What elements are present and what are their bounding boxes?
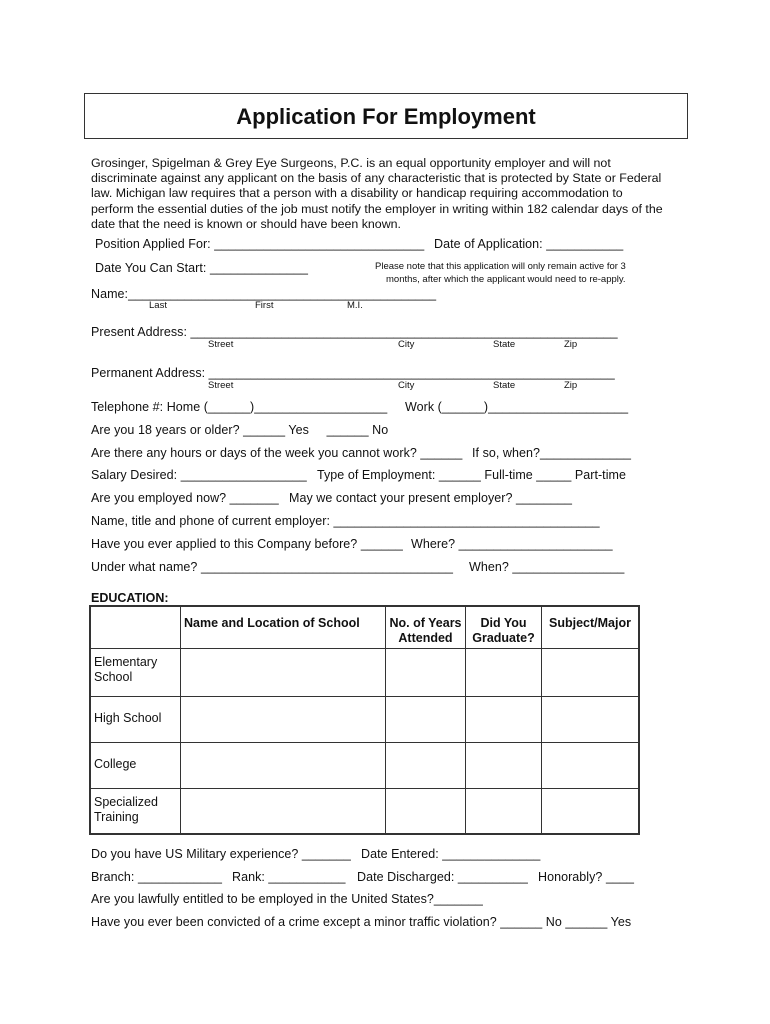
under-name-field[interactable]: Under what name? ____________________________________: [91, 560, 454, 574]
row-label-text: Elementary School: [94, 654, 158, 684]
table-row: [90, 788, 639, 834]
lawfully-field[interactable]: Are you lawfully entitled to be employed in the United States?_______: [91, 892, 483, 906]
date-of-application-field[interactable]: Date of Application: ___________: [434, 237, 624, 251]
row-label-text: High School: [94, 710, 162, 725]
row-label: [90, 648, 181, 696]
date-entered-field[interactable]: Date Entered: ______________: [361, 847, 541, 861]
graduate-cell[interactable]: [466, 696, 542, 742]
address-sub-city: City: [398, 339, 415, 350]
date-can-start-field[interactable]: Date You Can Start: ______________: [95, 261, 308, 275]
subject-cell[interactable]: [542, 648, 640, 696]
telephone-home-field[interactable]: Telephone #: Home (______)___________________: [91, 400, 388, 414]
if-so-when-field[interactable]: If so, when?_____________: [472, 446, 632, 460]
school-cell[interactable]: [181, 742, 386, 788]
retention-note: Please note that this application will only remain active for 3: [375, 261, 626, 272]
graduate-cell[interactable]: [466, 788, 542, 834]
header-cell: [181, 606, 386, 648]
row-label: [90, 742, 181, 788]
position-applied-field[interactable]: Position Applied For: ______________________________: [95, 237, 425, 251]
header-label-graduate: Did You Graduate?: [472, 616, 535, 645]
name-field[interactable]: Name:____________________________________________: [91, 287, 437, 301]
school-cell[interactable]: [181, 648, 386, 696]
current-employer-field[interactable]: Name, title and phone of current employer: ______________________________________: [91, 514, 600, 528]
table-row: [90, 742, 639, 788]
subject-cell[interactable]: [542, 696, 640, 742]
when-field[interactable]: When? ________________: [469, 560, 625, 574]
address-sub-street: Street: [208, 380, 234, 391]
row-label: [90, 696, 181, 742]
intro-paragraph: [91, 156, 681, 232]
years-cell[interactable]: [386, 696, 466, 742]
permanent-address-field[interactable]: Permanent Address: __________________________________________________________: [91, 366, 615, 380]
date-discharged-field[interactable]: Date Discharged: __________: [357, 870, 528, 884]
name-sub-last: Last: [149, 300, 167, 311]
applied-before-field[interactable]: Have you ever applied to this Company before? ______: [91, 537, 403, 551]
intro-line: Grosinger, Spigelman & Grey Eye Surgeons, P.C. is an equal opportunity employer and will not: [91, 156, 611, 170]
rank-field[interactable]: Rank: ___________: [232, 870, 346, 884]
table-row: [90, 648, 639, 696]
honorably-field[interactable]: Honorably? ____: [538, 870, 634, 884]
header-label-subject: Subject/Major: [549, 616, 631, 630]
header-label-school: Name and Location of School: [184, 616, 360, 630]
present-address-field[interactable]: Present Address: _____________________________________________________________: [91, 325, 618, 339]
intro-line: discriminate against any applicant on the basis of any characteristic that is protected by State or Federal: [91, 171, 662, 186]
subject-cell[interactable]: [542, 742, 640, 788]
contact-employer-field[interactable]: May we contact your present employer? ________: [289, 491, 573, 505]
graduate-cell[interactable]: [466, 648, 542, 696]
education-header-row: [90, 606, 639, 648]
intro-line: date that the need is known or should have been known.: [91, 216, 401, 231]
years-cell[interactable]: [386, 742, 466, 788]
intro-line: law. Michigan law requires that a person with a disability or handicap requiring accommodation to: [91, 186, 623, 201]
table-row: [90, 696, 639, 742]
intro-line: perform the essential duties of the job must notify the employer in writing within 182 calendar days of the: [91, 201, 663, 216]
name-sub-first: First: [255, 300, 274, 311]
age-question[interactable]: Are you 18 years or older? ______ Yes ______ No: [91, 423, 389, 437]
header-cell: [466, 606, 542, 648]
employed-now-field[interactable]: Are you employed now? _______: [91, 491, 279, 505]
row-label-text: College: [94, 756, 137, 771]
hours-question[interactable]: Are there any hours or days of the week you cannot work? ______: [91, 446, 463, 460]
retention-note: months, after which the applicant would need to re-apply.: [386, 274, 626, 285]
address-sub-street: Street: [208, 339, 234, 350]
address-sub-zip: Zip: [564, 380, 578, 391]
header-label-years: No. of Years Attended: [389, 616, 462, 645]
school-cell[interactable]: [181, 788, 386, 834]
page-title: Application For Employment: [236, 104, 536, 129]
where-field[interactable]: Where? ______________________: [411, 537, 613, 551]
convicted-field[interactable]: Have you ever been convicted of a crime except a minor traffic violation? ______ No ______ Yes: [91, 915, 632, 929]
education-table: [89, 605, 640, 835]
title-box: [84, 93, 688, 139]
school-cell[interactable]: [181, 696, 386, 742]
address-sub-city: City: [398, 380, 415, 391]
telephone-work-field[interactable]: Work (______)____________________: [405, 400, 629, 414]
header-cell-blank: [90, 606, 181, 648]
name-sub-mi: M.I.: [347, 300, 363, 311]
graduate-cell[interactable]: [466, 742, 542, 788]
address-sub-zip: Zip: [564, 339, 578, 350]
education-heading: EDUCATION:: [91, 591, 169, 605]
military-field[interactable]: Do you have US Military experience? _______: [91, 847, 351, 861]
address-sub-state: State: [493, 380, 516, 391]
years-cell[interactable]: [386, 788, 466, 834]
salary-field[interactable]: Salary Desired: __________________: [91, 468, 307, 482]
row-label-text: Specialized Training: [94, 794, 158, 824]
subject-cell[interactable]: [542, 788, 640, 834]
header-cell: [386, 606, 466, 648]
header-cell: [542, 606, 640, 648]
row-label: [90, 788, 181, 834]
years-cell[interactable]: [386, 648, 466, 696]
type-employment-field[interactable]: Type of Employment: ______ Full-time _____ Part-time: [317, 468, 626, 482]
address-sub-state: State: [493, 339, 516, 350]
branch-field[interactable]: Branch: ____________: [91, 870, 222, 884]
